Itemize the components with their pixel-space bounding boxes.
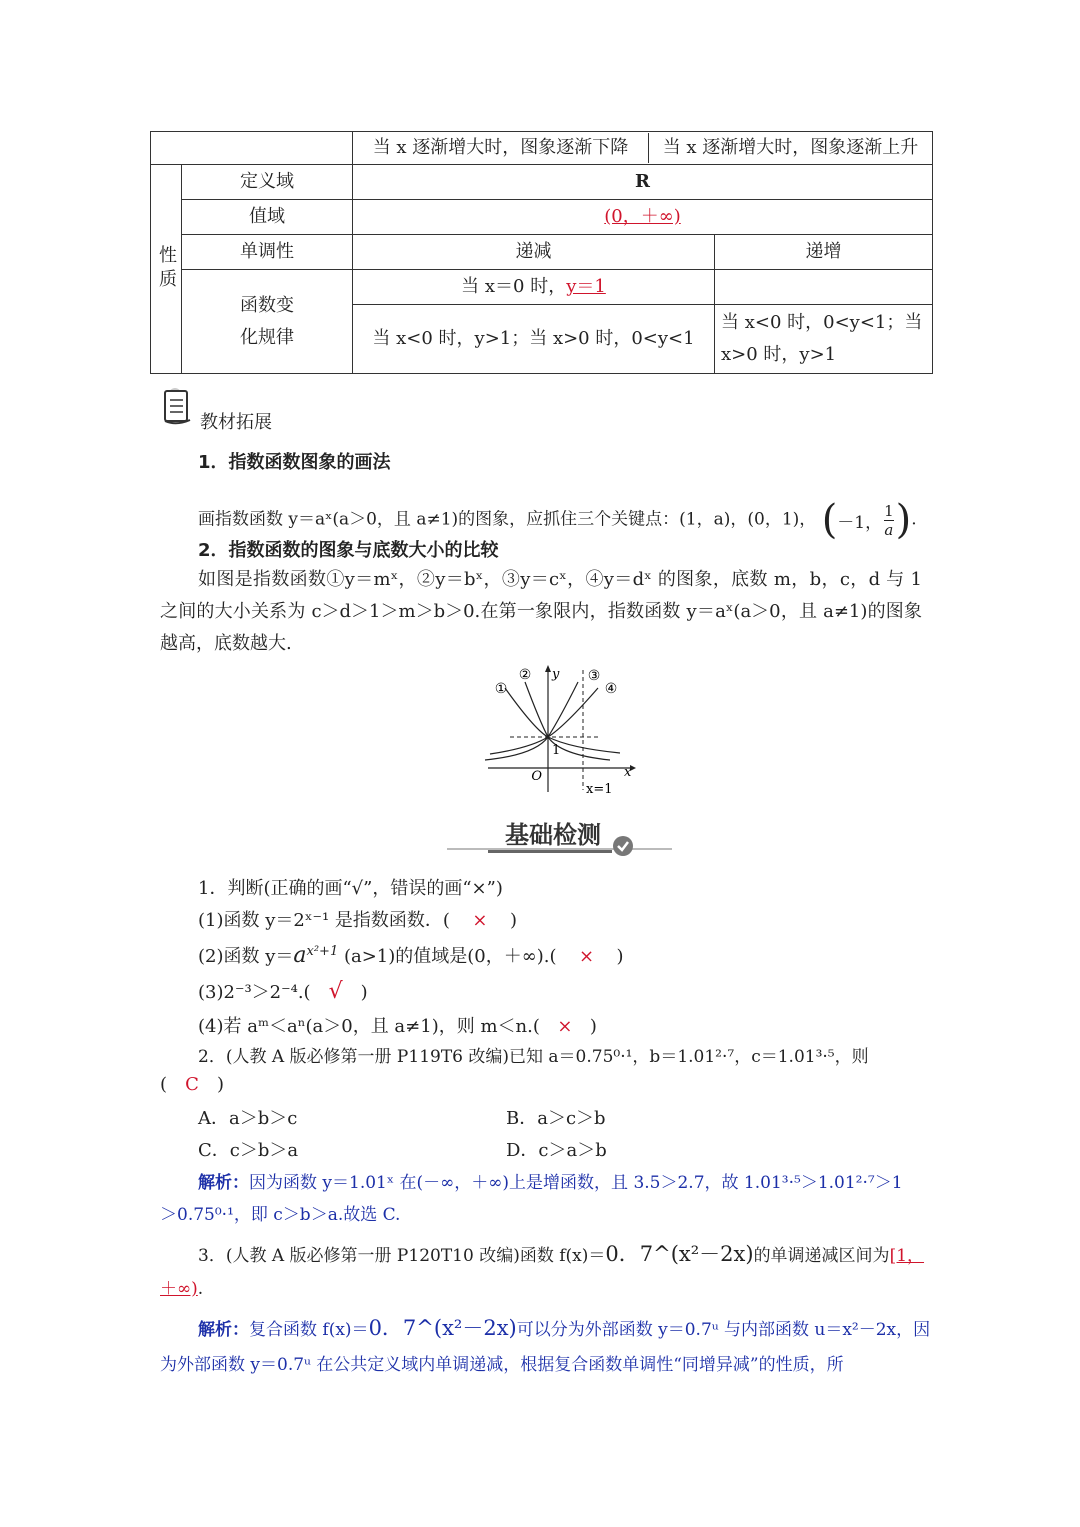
domain-value: R <box>353 165 933 200</box>
extension-title: 教材拓展 <box>200 412 272 433</box>
table-cell-empty <box>151 132 353 165</box>
item2-title: 2．指数函数的图象与底数大小的比较 <box>198 540 499 561</box>
range-value: (0，＋∞) <box>353 200 933 235</box>
item2-text: 如图是指数函数①y＝mˣ，②y＝bˣ，③y＝cˣ，④y＝dˣ 的图象，底数 m，b，c，d 与 1 之间的大小关系为 c＞d＞1＞m＞b＞0.在第一象限内，指数函数 y＝aˣ(a＞0，且 a≠1)的图象越高，底数越大. <box>160 569 922 654</box>
header-line-dark <box>488 850 612 853</box>
table-row <box>151 165 933 200</box>
q1-s3: (3)2⁻³＞2⁻⁴.( √ ) <box>198 979 368 1004</box>
q3-analysis-cont: 为外部函数 y＝0.7ᵘ 在公共定义域内单调递减，根据复合函数单调性“同增异减”的性质，所 <box>160 1355 844 1375</box>
y-axis-arrow <box>545 665 551 672</box>
table-row <box>151 235 933 270</box>
x-eq-1-label: x=1 <box>586 782 613 797</box>
q3-stem: 3．(人教 A 版必修第一册 P120T10 改编)函数 f(x)＝0．7^(x²－2x)的单调递减区间为[1， <box>198 1242 925 1266</box>
x-label: x <box>624 765 632 780</box>
item1-point: ( －1， 1 a ) <box>821 497 912 543</box>
q3-analysis: 解析：复合函数 f(x)＝0．7^(x²－2x)可以分为外部函数 y＝0.7ᵘ 与内部函数 u＝x²－2x，因 <box>198 1316 931 1340</box>
trend-increasing: 当 x 逐渐增大时，图象逐渐上升 <box>662 137 919 158</box>
change-label: 函数变化规律 <box>182 270 353 374</box>
range-label: 值域 <box>182 200 353 235</box>
domain-label: 定义域 <box>182 165 353 200</box>
q2-analysis-cont: ＞0.75⁰·¹，即 c＞b＞a.故选 C. <box>160 1205 401 1225</box>
item1-text: 画指数函数 y＝aˣ(a＞0，且 a≠1)的图象，应抓住三个关键点：(1，a)，(0，1)， ( －1， 1 a ) . <box>198 497 917 543</box>
curve-4 <box>490 688 598 754</box>
table-row <box>151 270 933 305</box>
y-label: y <box>552 667 560 682</box>
section-header: 基础检测 <box>505 821 601 849</box>
q2-stem: 2．(人教 A 版必修第一册 P119T6 改编)已知 a＝0.75⁰·¹，b＝1.01²·⁷，c＝1.01³·⁵，则 <box>198 1047 869 1067</box>
q1-s4: (4)若 aᵐ＜aⁿ(a＞0，且 a≠1)，则 m＜n.( × ) <box>198 1016 597 1037</box>
origin-label: O <box>531 769 542 784</box>
q2-analysis: 解析：因为函数 y＝1.01ˣ 在(－∞，＋∞)上是增函数，且 3.5＞2.7，故 1.01³·⁵＞1.01²·⁷＞1 <box>198 1173 903 1193</box>
table-cell-trend <box>353 132 933 165</box>
exponential-graph <box>480 660 640 800</box>
mono-inc: 递增 <box>715 235 933 270</box>
group-label: 性质 <box>151 165 182 374</box>
mono-dec: 递减 <box>353 235 715 270</box>
q1-s1: (1)函数 y＝2ˣ⁻¹ 是指数函数．( × ) <box>198 910 517 931</box>
change-common: 当 x＝0 时，y＝1 <box>353 270 715 305</box>
label-curve-1: ① <box>494 681 508 697</box>
check-icon <box>612 835 634 857</box>
q2-answer-line: ( C ) <box>160 1074 225 1095</box>
label-curve-3: ③ <box>587 668 601 684</box>
q3-stem-cont: ＋∞). <box>160 1279 204 1299</box>
label-curve-2: ② <box>518 667 532 683</box>
properties-table <box>150 131 933 374</box>
change-common-empty <box>715 270 933 305</box>
table-row <box>151 132 933 165</box>
mono-label: 单调性 <box>182 235 353 270</box>
change-dec: 当 x<0 时，y>1；当 x>0 时，0<y<1 <box>353 305 715 374</box>
q2-option-a: A．a＞b＞c <box>198 1108 298 1129</box>
one-label: 1 <box>552 743 561 758</box>
q2-option-b: B．a＞c＞b <box>506 1108 606 1129</box>
q2-option-c: C．c＞b＞a <box>198 1140 299 1161</box>
scroll-book-icon <box>160 386 200 426</box>
change-inc: 当 x<0 时，0<y<1；当 x>0 时，y>1 <box>715 305 933 374</box>
q1-intro: 1．判断(正确的画“√”，错误的画“×”) <box>198 878 503 899</box>
item1-title: 1．指数函数图象的画法 <box>198 452 391 473</box>
table-row <box>151 200 933 235</box>
trend-decreasing: 当 x 逐渐增大时，图象逐渐下降 <box>353 133 649 163</box>
label-curve-4: ④ <box>604 681 618 697</box>
q1-s2: (2)函数 $y=a^{x^2+1}$ (a>1)的值域是(0，＋∞).( × ) <box>198 943 624 968</box>
curve-1 <box>505 688 620 753</box>
q2-option-d: D．c＞a＞b <box>506 1140 607 1161</box>
